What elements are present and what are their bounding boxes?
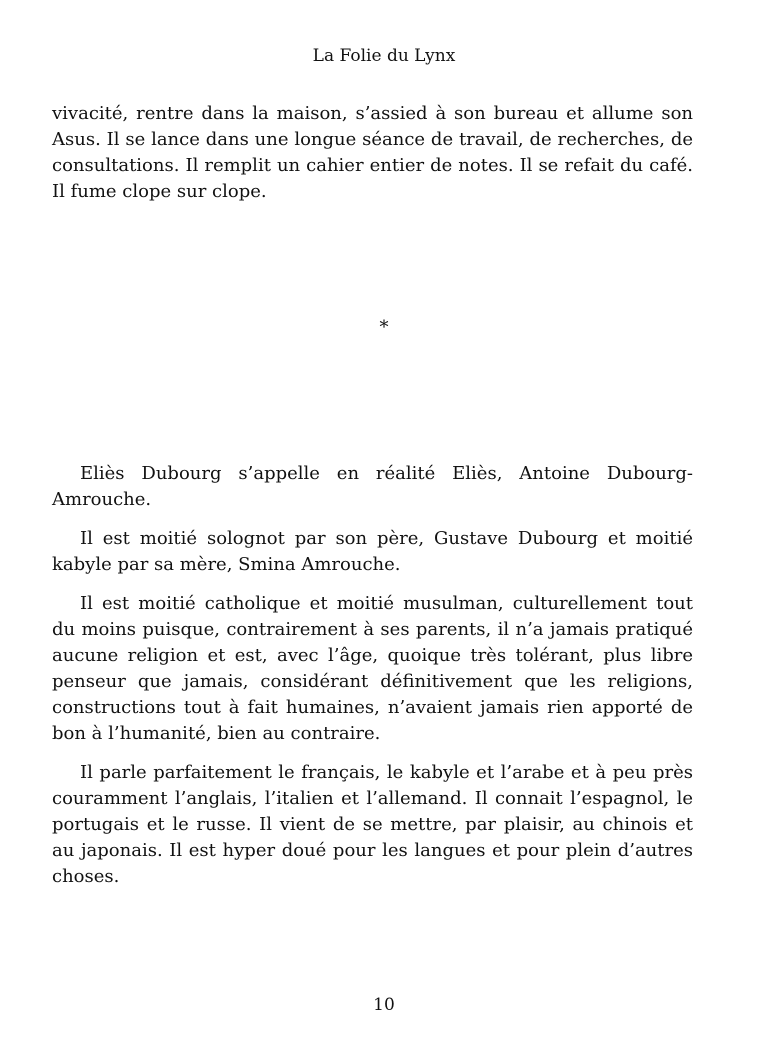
page-number: 10: [373, 995, 395, 1015]
paragraph-name: Eliès Dubourg s’appelle en réalité Eliès, Antoine Dubourg-Amrouche.: [52, 463, 693, 510]
body-text: [52, 461, 693, 903]
intro-paragraph: vivacité, rentre dans la maison, s’assied à son bureau et allume son Asus. Il se lance dans une longue séance de travail, de recherches, de consultations. Il remplit un cahier entier de notes. Il se refait du café. Il fume clope sur clope.: [52, 103, 693, 202]
paragraph-origins: Il est moitié solognot par son père, Gustave Dubourg et moitié kabyle par sa mère, Smina Amrouche.: [52, 528, 693, 575]
paragraph-religion: Il est moitié catholique et moitié musulman, culturellement tout du moins puisque, contrairement à ses parents, il n’a jamais pratiqué aucune religion et est, avec l’âge, quoique très tolérant, plus libre penseur que jamais, considérant définitivement que les religions, constructions tout à fait humaines, n’avaient jamais rien apporté de bon à l’humanité, bien au contraire.: [52, 593, 693, 744]
paragraph-languages: Il parle parfaitement le français, le kabyle et l’arabe et à peu près couramment l’anglais, l’italien et l’allemand. Il connait l’espagnol, le portugais et le russe. Il vient de se mettre, par plaisir, au chinois et au japonais. Il est hyper doué pour les langues et pour plein d’autres choses.: [52, 762, 693, 887]
book-title: La Folie du Lynx: [312, 46, 456, 66]
intro-text: [52, 101, 693, 205]
running-header: [0, 44, 768, 68]
section-separator: *: [379, 317, 389, 338]
